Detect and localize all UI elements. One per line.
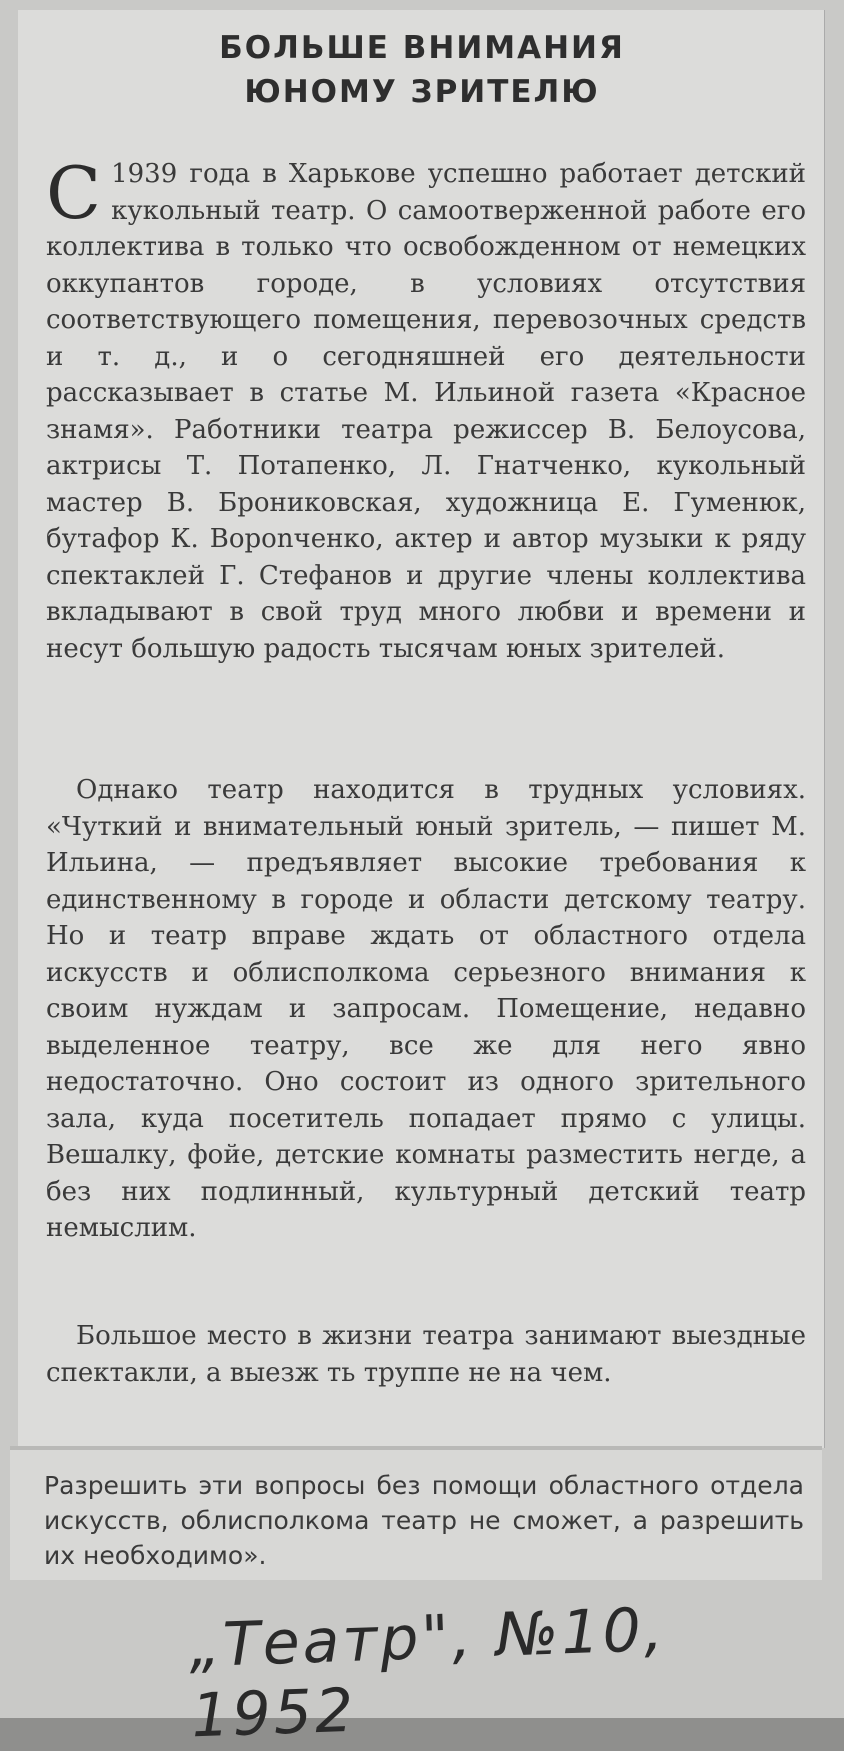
- headline-line-1: БОЛЬШЕ ВНИМАНИЯ: [219, 30, 625, 66]
- drop-cap: С: [46, 151, 102, 235]
- handwritten-source-note: „Театр", №10, 1952: [187, 1594, 667, 1751]
- headline-line-2: ЮНОМУ ЗРИТЕЛЮ: [244, 74, 600, 110]
- paragraph-1-text: 1939 года в Харькове успешно работает детский кукольный театр. О самоотверженной работе его коллектива в только что освобожденном от немецких оккупантов городе, в условиях отсутствия соответствующего помещения, перевозочных средств и т. д., и о сегодняшней его деятельности рассказывает в статье М. Ильиной газета «Красное знамя». Работники театра режиссер В. Белоусова, актрисы Т. Потапенко, Л. Гнатченко, кукольный мастер В. Брониковская, художница Е. Гуменюк, бутафор К. Ворonченко, актер и автор музыки к ряду спектаклей Г. Стефанов и другие члены коллектива вкладывают в свой труд много любви и времени и несут большую радость тысячам юных зрителей.: [46, 159, 806, 664]
- paragraph-2: [46, 772, 806, 1247]
- paragraph-3-text: Большое место в жизни театра занимают выездные спектакли, а выезж ть труппе не на чем.: [46, 1321, 806, 1388]
- paragraph-3: [46, 1318, 806, 1391]
- paragraph-2-text: Однако театр находится в трудных условиях. «Чуткий и внимательный юный зритель, — пишет М. Ильина, — предъявляет высокие требования к единственному в городе и области детскому театру. Но и театр вправе ждать от областного отдела искусств и облисполкома серьезного внимания к своим нуждам и запросам. Помещение, недавно выделенное театру, все же для него явно недостаточно. Оно состоит из одного зрительного зала, куда посетитель попадает прямо с улицы. Вешалку, фойе, детские комнаты разместить негде, а без них подлинный, культурный детский театр немыслим.: [46, 775, 806, 1243]
- paragraph-1: [46, 151, 806, 667]
- paragraph-4: Разрешить эти вопросы без помощи областного отдела искусств, облисполкома театр не сможет, а разрешить их необходимо».: [44, 1471, 804, 1570]
